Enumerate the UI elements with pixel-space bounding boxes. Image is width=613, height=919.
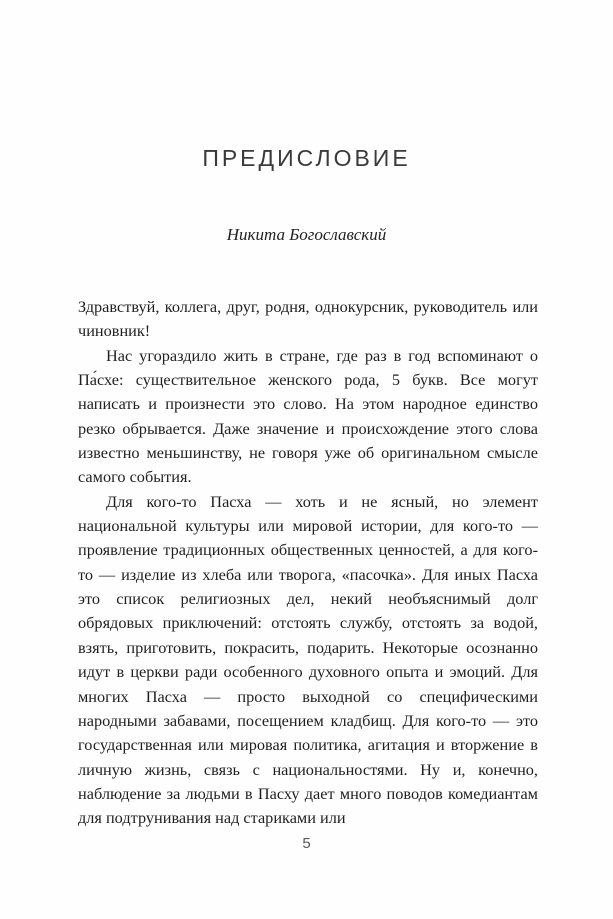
paragraph-greeting: Здравствуй, коллега, друг, родня, однокурсник, руководитель или чиновник!: [78, 297, 538, 341]
paragraph-easter-meanings: Для кого-то Пасха — хоть и не ясный, но элемент национальной культуры или мировой истории, для кого-то — проявление традиционных общественных ценностей, а для кого-то — изделие из хлеба или творога, «пасочка». Для иных Пасха это список религиозных дел, некий необъяснимый долг обрядовых приключений: отстоять службу, отстоять за водой, взять, приготовить, покрасить, подарить. Некоторые осознанно идут в церкви ради особенного духовного опыта и эмоций. Для многих Пасха — просто выходной со специфическими народными забавами, посещением кладбищ. Для кого-то — это государственная или мировая политика, агитация и вторжение в личную жизнь, связь с национальностями. Ну и, конечно, наблюдение за людьми в Пасху дает много поводов комедиантам для подтрунивания над стариками или: [78, 491, 538, 828]
paragraph-easter-intro: Нас угораздило жить в стране, где раз в год вспоминают о Па́схе: существительное женского рода, 5 букв. Все могут написать и произнести это слово. На этом народное единство резко обрывается. Даже значение и происхождение этого слова известно меньшинству, не говоря уже об оригинальном смысле самого события.: [78, 345, 538, 487]
author-name: Никита Богославский: [226, 225, 387, 244]
chapter-title: ПРЕДИСЛОВИЕ: [202, 145, 411, 171]
body-text: [78, 295, 538, 831]
page-number: 5: [302, 835, 311, 852]
